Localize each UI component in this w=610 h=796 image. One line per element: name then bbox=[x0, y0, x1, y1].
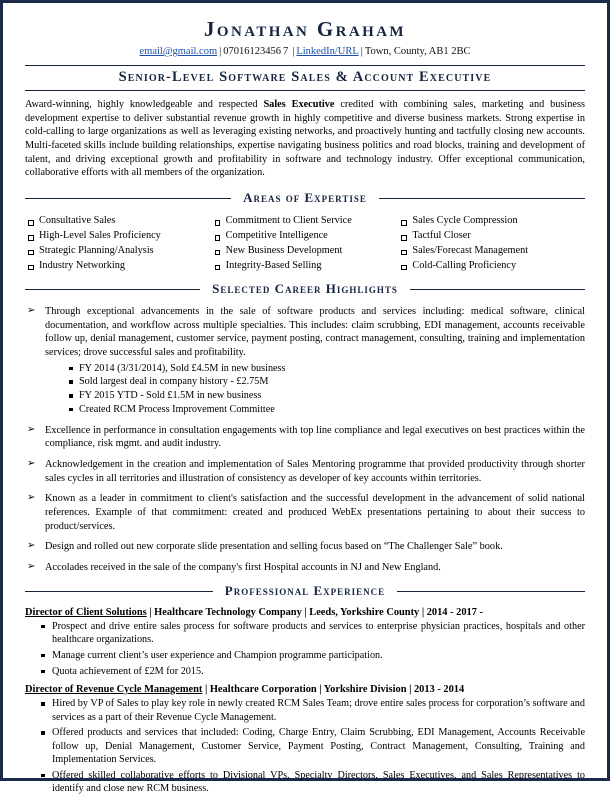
contact-separator-2: 7 bbox=[282, 46, 289, 57]
list-item: ➢ Known as a leader in commitment to client's satisfaction and the successful development in the advancement of solid national references. Example of that commitment: created and produced WebEx presentations pertaining to about their success to product/services. bbox=[25, 492, 585, 533]
expertise-column-1 bbox=[25, 214, 212, 274]
job-role: Director of Client Solutions bbox=[25, 606, 147, 618]
list-item: FY 2015 YTD - Sold £1.5M in new business bbox=[67, 389, 585, 403]
contact-separator-3: | bbox=[292, 46, 295, 57]
professional-summary: Award-winning, highly knowledgeable and respected Sales Executive credited with combining sales, marketing and business development expertise to deliver substantial revenue growth in highly competitive and diverse business markets. Strong expertise in cold-calling to large organizations as well as leveraging existing networks, and proactively hunting and tactfully closing new accounts. Multi-faceted skills include building relationships, expertise navigating business politics and road blocks, training and development of talent, and driving exceptional growth and profitability in software and technology industry. Offer exceptional communication, collaborative efforts with all members of the organization. bbox=[25, 99, 586, 179]
job-meta: | Healthcare Technology Company | Leeds, Yorkshire County | 2014 - 2017 - bbox=[146, 606, 484, 618]
email-link[interactable]: email@gmail.com bbox=[139, 46, 218, 57]
highlight-sublist bbox=[45, 362, 585, 417]
section-title-expertise: Areas of Expertise bbox=[231, 190, 379, 206]
list-item: Offered skilled collaborative efforts to Divisional VPs, Specialty Directors, Sales Executives, and Sales Representatives to identify and close new RCM business. bbox=[39, 769, 585, 796]
list-item: Tactful Closer bbox=[398, 229, 579, 244]
phone-text: 07016123456 bbox=[223, 46, 281, 57]
experience-entry bbox=[25, 684, 585, 796]
list-item: Industry Networking bbox=[25, 259, 206, 274]
expertise-column-3 bbox=[398, 214, 585, 274]
job-bullets bbox=[25, 620, 585, 678]
list-item: Created RCM Process Improvement Committee bbox=[67, 403, 585, 417]
list-item: Competitive Intelligence bbox=[212, 229, 393, 244]
list-item: ➢ Excellence in performance in consultation engagements with top line compliance and legal executives on best practices within the compliance, risk mgmt. and audit industry. bbox=[25, 424, 585, 451]
job-meta: | Healthcare Corporation | Yorkshire Division | 2013 - 2014 bbox=[202, 684, 465, 696]
expertise-column-2 bbox=[212, 214, 399, 274]
list-item: Hired by VP of Sales to play key role in newly created RCM Sales Team; drove entire sales process for corporation’s software and services as a part of their Revenue Cycle Management. bbox=[39, 697, 585, 724]
list-item: ➢ Acknowledgement in the creation and implementation of Sales Mentoring programme that provided productivity through shorter sales cycles in all territories and illustration of consistency as developer of key accounts within territories. bbox=[25, 458, 585, 485]
list-item: Manage current client’s user experience and Champion programme participation. bbox=[39, 649, 585, 663]
list-item: Strategic Planning/Analysis bbox=[25, 244, 206, 259]
section-title-highlights: Selected Career Highlights bbox=[200, 281, 410, 297]
list-item: New Business Development bbox=[212, 244, 393, 259]
list-item: ➢ Design and rolled out new corporate slide presentation and selling focus based on “The Challenger Sale” book. bbox=[25, 540, 585, 554]
list-item: Sales/Forecast Management bbox=[398, 244, 579, 259]
candidate-name: Jonathan Graham bbox=[204, 17, 406, 41]
location-text: Town, County, AB1 2BC bbox=[364, 46, 471, 57]
section-title-experience: Professional Experience bbox=[213, 583, 397, 599]
resume-body bbox=[3, 3, 607, 796]
section-header-experience bbox=[25, 582, 585, 600]
highlight-text: Through exceptional advancements in the sale of software products and services including: medical software, clinical documentation, and workflow across multiple specialties. This includes: claim scrubbing, EDI management, accounts receivable follow up, denial management, customer service, payment posting, contract management, consulting, training and implementation services; drove successful sales and profitability. bbox=[45, 305, 585, 358]
job-bullets bbox=[25, 697, 585, 796]
list-item: Prospect and drive entire sales process for software products and services to enterprise physician practices, hospitals and other healthcare organizations. bbox=[39, 620, 585, 647]
list-item: Offered products and services that included: Coding, Charge Entry, Claim Scrubbing, EDI Management, Accounts Receivable follow up, Denial Management, Customer Service, Payment Posting, Contract Management, Consulting, Training and Implementation Services. bbox=[39, 726, 585, 767]
list-item: Quota achievement of £2M for 2015. bbox=[39, 665, 585, 679]
list-item: FY 2014 (3/31/2014), Sold £4.5M in new business bbox=[67, 362, 585, 376]
expertise-columns bbox=[25, 214, 585, 274]
section-header-expertise bbox=[25, 189, 585, 207]
section-header-highlights bbox=[25, 280, 585, 298]
list-item bbox=[25, 305, 585, 417]
job-role: Director of Revenue Cycle Management bbox=[25, 684, 203, 696]
list-item: High-Level Sales Proficiency bbox=[25, 229, 206, 244]
list-item: Sales Cycle Compression bbox=[398, 214, 579, 229]
list-item: Cold-Calling Proficiency bbox=[398, 259, 579, 274]
list-item: Sold largest deal in company history - £2.75M bbox=[67, 375, 585, 389]
contact-separator-1: | bbox=[219, 46, 222, 57]
professional-headline: Senior-Level Software Sales & Account Executive bbox=[25, 65, 585, 91]
list-item: ➢ Accolades received in the sale of the company's first Hospital accounts in NJ and New England. bbox=[25, 561, 585, 575]
job-heading bbox=[25, 607, 585, 618]
job-heading bbox=[25, 684, 585, 695]
highlights-list bbox=[25, 305, 585, 575]
list-item: Integrity-Based Selling bbox=[212, 259, 393, 274]
experience-entry bbox=[25, 607, 585, 678]
contact-line bbox=[25, 46, 585, 57]
list-item: Consultative Sales bbox=[25, 214, 206, 229]
linkedin-link[interactable]: LinkedIn/URL bbox=[296, 46, 359, 57]
list-item: Commitment to Client Service bbox=[212, 214, 393, 229]
contact-separator-4: | bbox=[360, 46, 363, 57]
